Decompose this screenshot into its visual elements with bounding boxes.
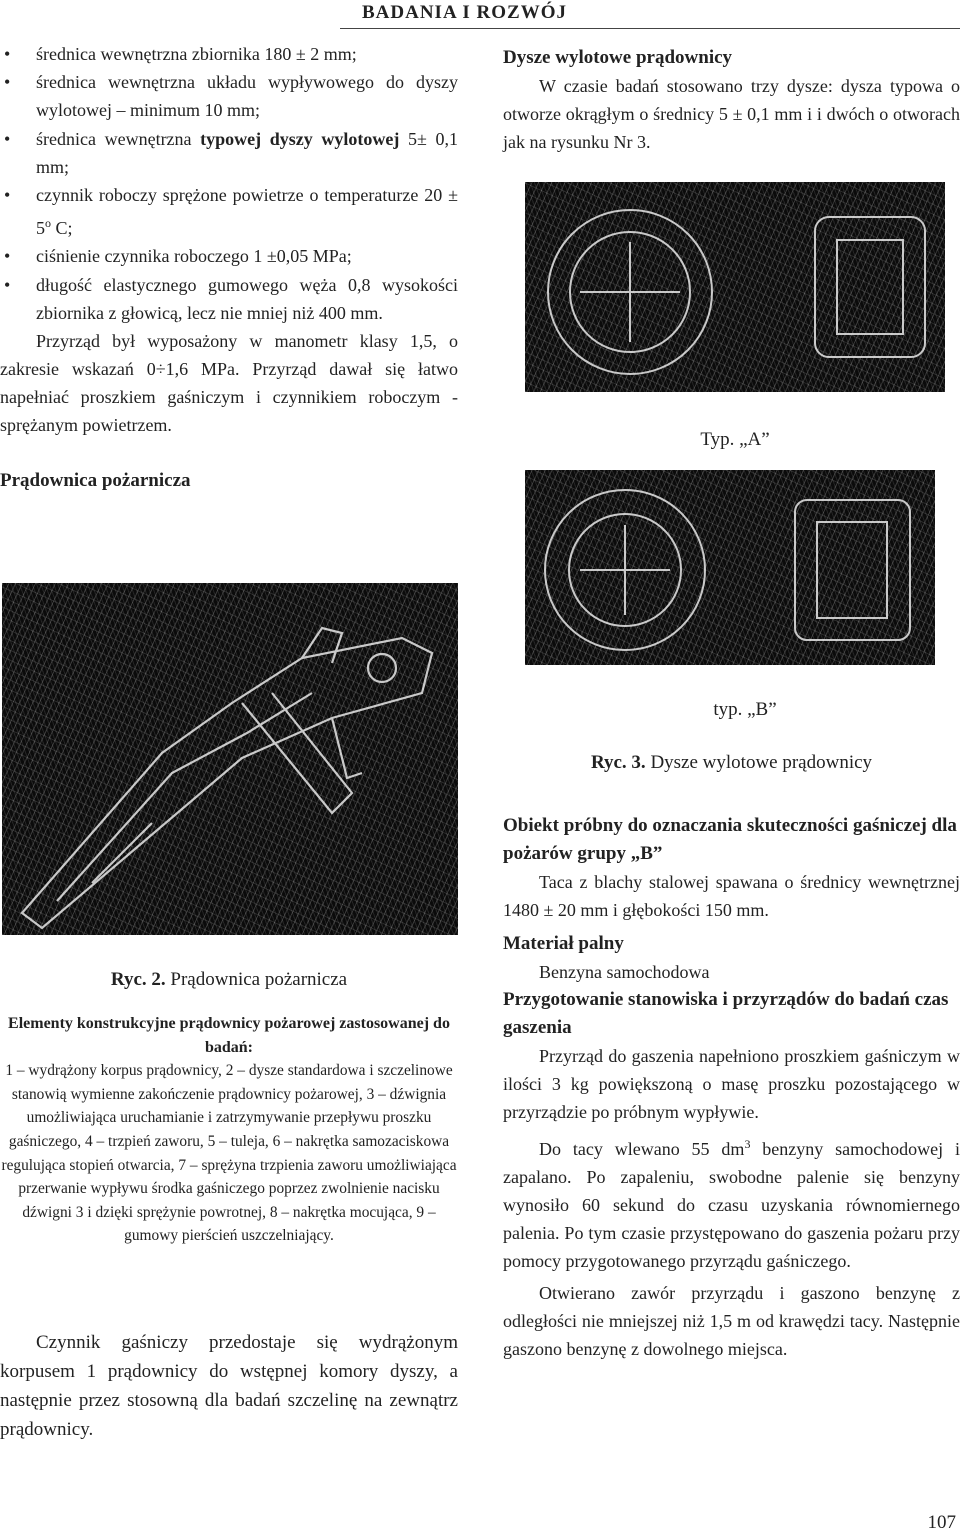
section-heading: Prądownica pożarnicza: [0, 470, 191, 492]
spec-item: • ciśnienie czynnika roboczego 1 ±0,05 MPa;: [0, 242, 458, 270]
paragraph: Przyrząd do gaszenia napełniono proszkiem gaśniczym w ilości 3 kg powiększoną o masę proszku pozostającego w przyrządzie po próbnym wypływie.: [503, 1046, 960, 1122]
type-b-label: typ. „B”: [713, 699, 777, 720]
right-column: [503, 44, 960, 156]
nozzle-type-b-drawing: [525, 470, 935, 665]
nozzle-photo: [2, 583, 458, 935]
paragraph: Czynnik gaśniczy przedostaje się wydrążonym korpusem 1 prądownicy do wstępnej komory dyszy, a następnie przez stosowną dla badań szczelinę na zewnątrz prądownicy.: [0, 1332, 458, 1440]
type-a-label: Typ. „A”: [700, 429, 770, 450]
spec-list: [0, 40, 458, 327]
nozzle-type-b-photo: [525, 470, 935, 665]
paragraph: Przyrząd był wyposażony w manometr klasy 1,5, o zakresie wskazań 0÷1,6 MPa. Przyrząd dawał się łatwo napełniać proszkiem gaśniczym i czynnikiem roboczym - sprężanym powietrzem.: [0, 331, 458, 436]
section-heading: Materiał palny: [503, 933, 624, 954]
section-heading: Przygotowanie stanowiska i przyrządów do badań czas gaszenia: [503, 989, 949, 1038]
paragraph: W czasie badań stosowano trzy dysze: dysza typowa o otworze okrągłym o średnicy 5 ± 0,1 mm i i dwóch o otworach jak na rysunku Nr 3.: [503, 76, 960, 152]
spec-item: • długość elastycznego gumowego węża 0,8 wysokości zbiornika z głowicą, lecz nie mniej niż 400 mm.: [0, 271, 458, 327]
elements-text: 1 – wydrążony korpus prądownicy, 2 – dysze standardowa i szczelinowe stanowią wymienne zakończenie prądownicy pożarowej, 3 – dźwignia umożliwiająca uruchamianie i zatrzymywanie przepływu proszku gaśniczego, 4 – trzpień zaworu, 5 – tuleja, 6 – nakrętka samozaciskowa regulująca stopień otwarcia, 7 – sprężyna trzpienia zaworu umożliwiająca przerwanie wypływu środka gaśniczego poprzez zwolnienie nacisku dźwigni 3 i dzięki sprężynie powrotnej, 8 – nakrętka mocująca, 9 – gumowy pierścień uszczelniający.: [1, 1062, 457, 1245]
paragraph: Benzyna samochodowa: [539, 962, 710, 982]
left-bottom-text: [0, 1328, 458, 1444]
spec-item: • średnica wewnętrzna układu wypływowego do dyszy wylotowej – minimum 10 mm;: [0, 68, 458, 124]
elements-description: [0, 1012, 458, 1248]
left-column: [0, 40, 458, 495]
page-number: 107: [927, 1512, 956, 1533]
spec-item: • średnica wewnętrzna zbiornika 180 ± 2 mm;: [0, 40, 458, 68]
spec-item: • średnica wewnętrzna typowej dyszy wylotowej 5± 0,1 mm;: [0, 125, 458, 181]
section-heading: Dysze wylotowe prądownicy: [503, 47, 733, 68]
right-lower-text: [503, 812, 960, 1363]
figure-2-caption: Ryc. 2. Prądownica pożarnicza: [110, 969, 348, 990]
nozzle-type-a-photo: [525, 182, 945, 392]
nozzle-drawing: [2, 583, 458, 935]
paragraph: Taca z blachy stalowej spawana o średnicy wewnętrznej 1480 ± 20 mm i głębokości 150 mm.: [503, 872, 960, 920]
paragraph: Otwierano zawór przyrządu i gaszono benzynę z odległości nie mniejszej niż 1,5 m od krawędzi tacy. Następnie gaszono benzynę z dowolnego miejsca.: [503, 1283, 960, 1359]
figure-3-caption: Ryc. 3. Dysze wylotowe prądownicy: [590, 752, 873, 773]
paragraph: Do tacy wlewano 55 $dm^3$ benzyny samochodowej i zapalano. Po zapaleniu, swobodne palenie się benzyny wynosiło 60 sekund do czasu uzyskania równomiernego palenia. Po tym czasie przystępowano do gaszenia pożaru przy pomocy przygotowanego przyrządu gaśniczego.: [503, 1137, 960, 1271]
section-header: [340, 0, 960, 29]
section-heading: Obiekt próbny do oznaczania skuteczności gaśniczej dla pożarów grupy „B”: [503, 815, 957, 864]
section-title: BADANIA I ROZWÓJ: [362, 2, 567, 23]
nozzle-type-a-drawing: [525, 182, 945, 392]
spec-item: • czynnik roboczy sprężone powietrze o temperaturze $20 \pm 5^o$ C;: [0, 181, 458, 242]
elements-title: Elementy konstrukcyjne prądownicy pożarowej zastosowanej do badań:: [8, 1015, 450, 1056]
